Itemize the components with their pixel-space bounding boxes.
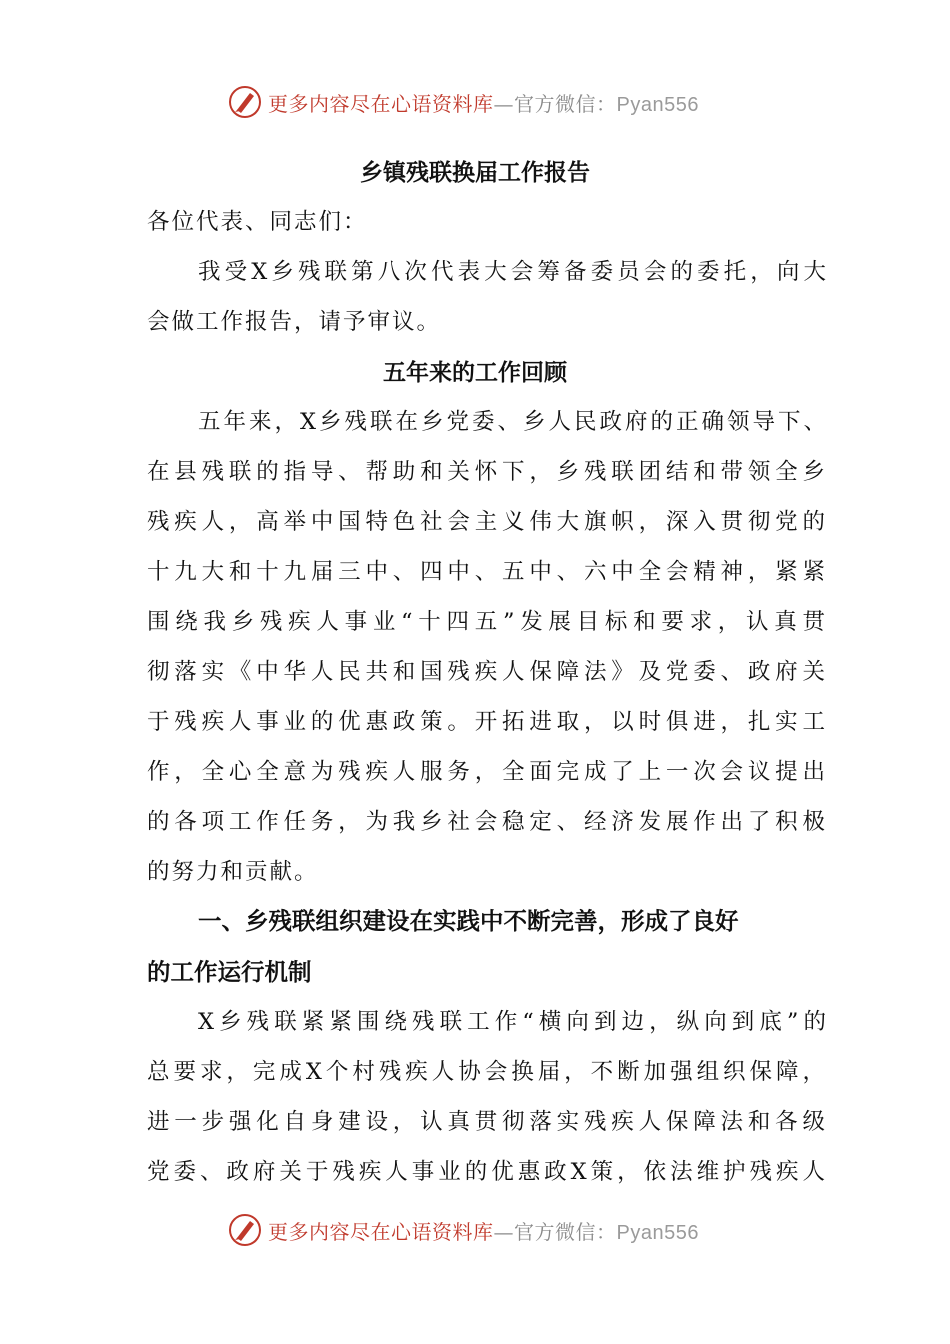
banner-wechat-id: Pyan556 bbox=[616, 1221, 699, 1244]
banner-wechat-label: 官方微信： bbox=[514, 91, 617, 116]
banner-wechat-label: 官方微信： bbox=[514, 1219, 617, 1244]
banner-main-text: 更多内容尽在心语资料库 bbox=[268, 91, 494, 116]
banner-text bbox=[268, 88, 699, 117]
para1-line: X乡残联紧紧围绕残联工作“横向到边，纵向到底”的 bbox=[198, 1009, 828, 1035]
para1-line: 进一步强化自身建设，认真贯彻落实残疾人保障法和各级 bbox=[147, 1109, 827, 1135]
review-line: 于残疾人事业的优惠政策。开拓进取，以时俱进，扎实工 bbox=[147, 709, 827, 735]
review-line: 围绕我乡残疾人事业“十四五”发展目标和要求，认真贯 bbox=[147, 609, 827, 635]
header-banner[interactable] bbox=[228, 82, 748, 122]
review-line: 的各项工作任务，为我乡社会稳定、经济发展作出了积极 bbox=[147, 809, 827, 835]
review-line: 的努力和贡献。 bbox=[147, 859, 319, 885]
section-title: 五年来的工作回顾 bbox=[383, 360, 567, 386]
banner-dash: — bbox=[493, 1219, 514, 1244]
pen-logo-icon bbox=[228, 85, 262, 119]
review-line: 作，全心全意为残疾人服务，全面完成了上一次会议提出 bbox=[147, 759, 827, 785]
review-line: 彻落实《中华人民共和国残疾人保障法》及党委、政府关 bbox=[147, 659, 827, 685]
pen-logo-icon bbox=[228, 1213, 262, 1247]
intro-line: 我受X乡残联第八次代表大会筹备委员会的委托，向大 bbox=[198, 259, 828, 285]
intro-line: 会做工作报告，请予审议。 bbox=[147, 309, 442, 335]
document-title: 乡镇残联换届工作报告 bbox=[360, 160, 590, 186]
heading-1-line: 的工作运行机制 bbox=[147, 958, 312, 986]
banner-dash: — bbox=[493, 91, 514, 116]
para1-line: 党委、政府关于残疾人事业的优惠政X策，依法维护残疾人 bbox=[147, 1159, 827, 1185]
salutation: 各位代表、同志们： bbox=[147, 209, 368, 235]
banner-main-text: 更多内容尽在心语资料库 bbox=[268, 1219, 494, 1244]
review-line: 在县残联的指导、帮助和关怀下，乡残联团结和带领全乡 bbox=[147, 459, 827, 485]
review-line: 十九大和十九届三中、四中、五中、六中全会精神，紧紧 bbox=[147, 559, 827, 585]
review-line: 五年来，X乡残联在乡党委、乡人民政府的正确领导下、 bbox=[198, 409, 828, 435]
review-line: 残疾人，高举中国特色社会主义伟大旗帜，深入贯彻党的 bbox=[147, 509, 827, 535]
footer-banner[interactable] bbox=[228, 1210, 748, 1250]
heading-1-line: 一、乡残联组织建设在实践中不断完善，形成了良好 bbox=[198, 907, 739, 935]
banner-wechat-id: Pyan556 bbox=[616, 93, 699, 116]
para1-line: 总要求，完成X个村残疾人协会换届，不断加强组织保障， bbox=[147, 1059, 827, 1085]
banner-text bbox=[268, 1216, 699, 1245]
